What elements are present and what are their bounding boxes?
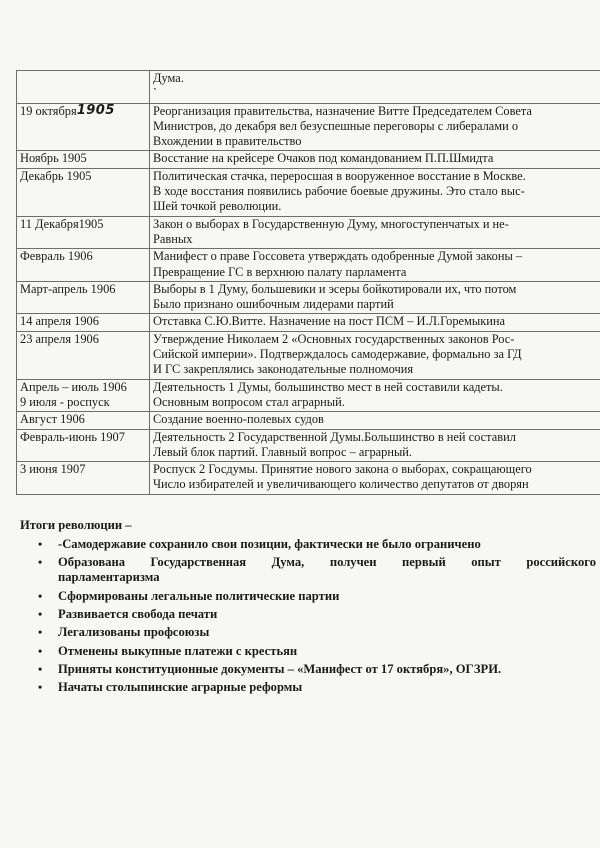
event-text: Реорганизация правительства, назначение Витте Председателем Совета xyxy=(153,103,532,118)
date-text: 14 апреля 1906 xyxy=(20,314,99,329)
date-cell xyxy=(17,462,150,495)
bullet-icon: • xyxy=(38,554,43,569)
event-text: Политическая стачка, переросшая в вооруженное восстание в Москве. xyxy=(153,168,526,183)
event-text: Манифест о праве Госсовета утверждать одобренные Думой законы – xyxy=(153,249,523,264)
date-cell xyxy=(17,314,150,331)
date-text: 11 Декабря1905 xyxy=(20,216,104,231)
event-cell xyxy=(150,379,600,412)
date-cell xyxy=(17,281,150,314)
event-cell xyxy=(150,412,600,429)
result-item xyxy=(36,662,600,678)
table-row xyxy=(17,412,600,429)
table-row xyxy=(17,281,600,314)
table-row xyxy=(17,151,600,168)
event-cell xyxy=(150,71,600,104)
result-item-text: Развивается свобода печати xyxy=(58,607,218,622)
date-cell xyxy=(17,103,150,151)
result-item-text: парламентаризма xyxy=(58,570,160,585)
result-item xyxy=(36,680,600,696)
event-cell xyxy=(150,331,600,379)
event-text: Восстание на крейсере Очаков под командованием П.П.Шмидта xyxy=(153,151,494,166)
table-row xyxy=(17,249,600,282)
event-cell xyxy=(150,151,600,168)
event-text: Шей точкой революции. xyxy=(153,199,282,214)
event-cell xyxy=(150,249,600,282)
result-item xyxy=(36,644,600,660)
event-text: Левый блок партий. Главный вопрос – аграрный. xyxy=(153,444,413,459)
results-heading: Итоги революции – xyxy=(20,518,132,532)
revolution-results-section xyxy=(20,518,600,698)
event-cell xyxy=(150,281,600,314)
result-item xyxy=(36,625,600,641)
event-text: Закон о выборах в Государственную Думу, многоступенчатых и не- xyxy=(153,216,509,231)
handwritten-year: 1905 xyxy=(76,103,115,118)
result-item-text: -Самодержавие сохранило свои позиции, фактически не было ограничено xyxy=(58,536,481,551)
event-text: Число избирателей и увеличивающего количество депутатов от дворян xyxy=(153,477,529,492)
event-text: Создание военно-полевых судов xyxy=(153,412,324,427)
event-text: Деятельность 2 Государственной Думы.Большинство в ней составил xyxy=(153,429,516,444)
event-text: Роспуск 2 Госдумы. Принятие нового закона о выборах, сокращающего xyxy=(153,462,532,477)
result-item-text: Образована Государственная Дума, получен первый опыт российского xyxy=(58,554,596,569)
result-item-text: Приняты конституционные документы – «Манифест от 17 октября», ОГЗРИ. xyxy=(58,661,502,676)
event-cell xyxy=(150,103,600,151)
bullet-icon: • xyxy=(38,661,43,676)
date-cell xyxy=(17,379,150,412)
table-row xyxy=(17,71,600,104)
bullet-icon: • xyxy=(38,588,43,603)
event-text: Вхождении в правительство xyxy=(153,134,302,149)
event-text: Министров, до декабря вел безуспешные переговоры с либералами о xyxy=(153,118,519,133)
result-item xyxy=(36,555,600,586)
date-text: 3 июня 1907 xyxy=(20,462,86,477)
result-item-text: Отменены выкупные платежи с крестьян xyxy=(58,643,298,658)
event-cell xyxy=(150,429,600,462)
date-cell xyxy=(17,249,150,282)
date-text: 9 июля - роспуск xyxy=(20,394,110,409)
event-text: Равных xyxy=(153,231,193,246)
table-row xyxy=(17,314,600,331)
event-text: Сийской империи». Подтверждалось самодержавие, формально за ГД xyxy=(153,347,522,362)
date-text xyxy=(20,71,146,86)
result-item xyxy=(36,589,600,605)
date-cell xyxy=(17,151,150,168)
date-text: Декабрь 1905 xyxy=(20,168,92,183)
date-cell xyxy=(17,429,150,462)
event-text: Утверждение Николаем 2 «Основных государственных законов Рос- xyxy=(153,331,515,346)
event-cell xyxy=(150,314,600,331)
result-item-text: Сформированы легальные политические партии xyxy=(58,588,340,603)
bullet-icon: • xyxy=(38,607,43,622)
table-row xyxy=(17,429,600,462)
date-cell xyxy=(17,168,150,216)
date-text: 23 апреля 1906 xyxy=(20,331,99,346)
result-item xyxy=(36,607,600,623)
date-text: Февраль 1906 xyxy=(20,249,93,264)
date-cell xyxy=(17,71,150,104)
date-cell xyxy=(17,331,150,379)
date-text xyxy=(20,104,146,119)
bullet-icon: • xyxy=(38,680,43,695)
date-text: Апрель – июль 1906 xyxy=(20,379,127,394)
chronology-table-body xyxy=(17,71,600,495)
bullet-icon: • xyxy=(38,536,43,551)
date-text: Февраль-июнь 1907 xyxy=(20,429,125,444)
table-row xyxy=(17,103,600,151)
event-cell xyxy=(150,216,600,249)
table-row xyxy=(17,168,600,216)
event-text: Отставка С.Ю.Витте. Назначение на пост ПСМ – И.Л.Горемыкина xyxy=(153,314,505,329)
result-item-text: Легализованы профсоюзы xyxy=(58,625,210,640)
table-row xyxy=(17,379,600,412)
result-item-text: Начаты столыпинские аграрные реформы xyxy=(58,680,303,695)
results-list xyxy=(20,537,600,696)
date-text: Ноябрь 1905 xyxy=(20,151,87,166)
event-cell xyxy=(150,462,600,495)
event-text: Выборы в 1 Думу, большевики и эсеры бойкотировали их, что потом xyxy=(153,281,517,296)
event-text: Деятельность 1 Думы, большинство мест в ней составили кадеты. xyxy=(153,379,503,394)
event-text: Было признано ошибочным лидерами партий xyxy=(153,297,394,312)
event-text: В ходе восстания появились рабочие боевые дружины. Это стало выс- xyxy=(153,184,525,199)
date-cell xyxy=(17,412,150,429)
table-row xyxy=(17,331,600,379)
event-text: Превращение ГС в верхнюю палату парламента xyxy=(153,264,407,279)
date-text: Март-апрель 1906 xyxy=(20,281,116,296)
event-cell xyxy=(150,168,600,216)
chronology-table xyxy=(16,70,600,495)
date-cell xyxy=(17,216,150,249)
date-text-printed: 19 октября xyxy=(20,103,77,118)
table-row xyxy=(17,462,600,495)
table-row xyxy=(17,216,600,249)
event-text: Основным вопросом стал аграрный. xyxy=(153,394,345,409)
date-text: Август 1906 xyxy=(20,412,85,427)
bullet-icon: • xyxy=(38,643,43,658)
event-text: ` xyxy=(153,86,158,101)
bullet-icon: • xyxy=(38,625,43,640)
result-item xyxy=(36,537,600,553)
event-text: Дума. xyxy=(153,71,184,85)
event-text: И ГС закреплялись законодательные полномочия xyxy=(153,362,414,377)
